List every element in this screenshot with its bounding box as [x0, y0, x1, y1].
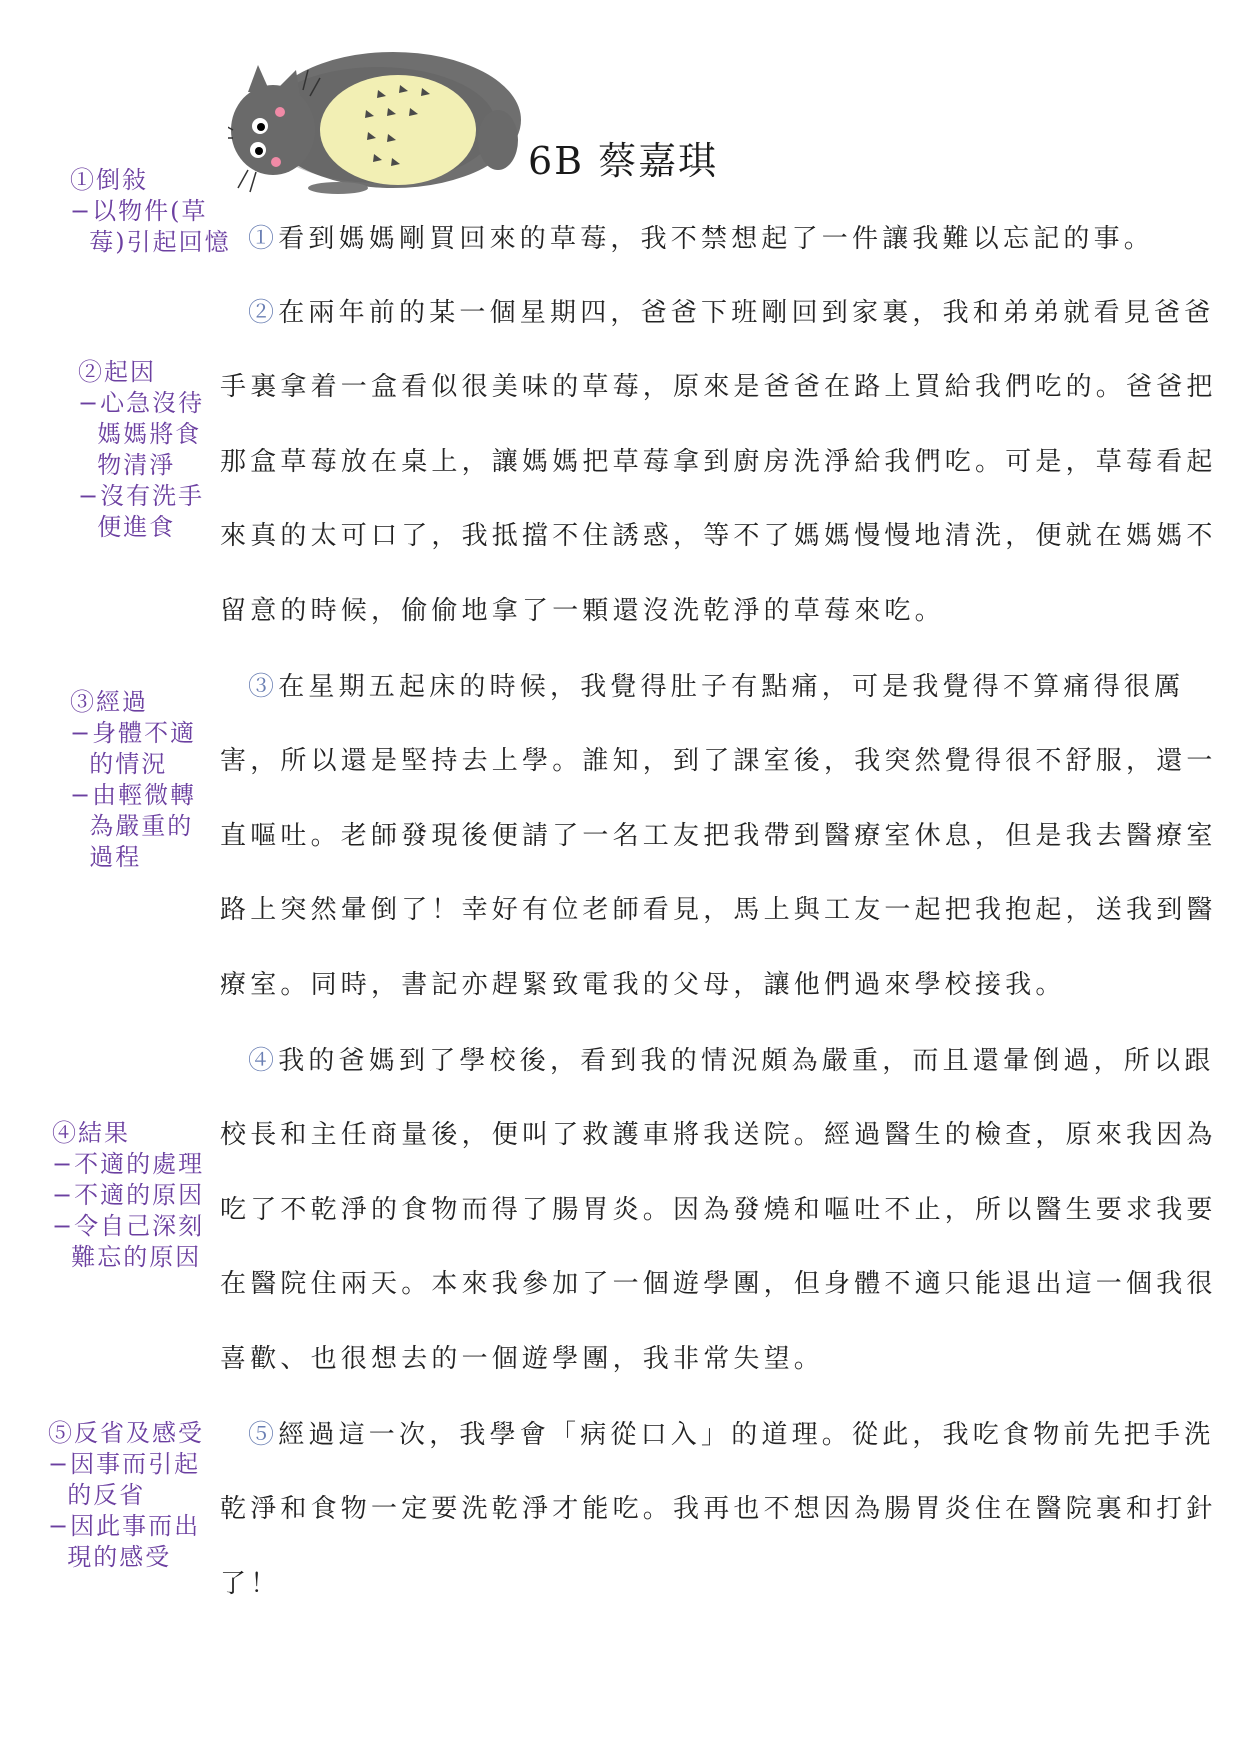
essay-line: 在醫院住兩天。本來我參加了一個遊學團，但身體不適只能退出這一個我很: [220, 1269, 1217, 1299]
note-line: 物清淨: [78, 451, 176, 479]
essay-line: 留意的時候，偷偷地拿了一顆還沒洗乾淨的草莓來吃。: [220, 596, 945, 626]
essay-line: ③在星期五起床的時候，我覺得肚子有點痛，可是我覺得不算痛得很厲: [248, 672, 1185, 702]
note-line: −由輕微轉: [70, 781, 197, 809]
note-line: 為嚴重的: [70, 812, 194, 840]
paragraph-marker: ④: [248, 1046, 279, 1076]
note-line: 的情況: [70, 750, 168, 778]
essay-line: 校長和主任商量後，便叫了救護車將我送院。經過醫生的檢查，原來我因為: [220, 1120, 1217, 1150]
note-line: 媽媽將食: [78, 420, 202, 448]
totoro-illustration: [228, 30, 528, 200]
essay-line: ⑤經過這一次，我學會「病從口入」的道理。從此，我吃食物前先把手洗: [248, 1420, 1215, 1450]
essay-line: 喜歡、也很想去的一個遊學團，我非常失望。: [220, 1344, 825, 1374]
margin-note-1: [70, 165, 231, 258]
note-line: 莓)引起回憶: [70, 228, 231, 256]
essay-line: 乾淨和食物一定要洗乾淨才能吃。我再也不想因為腸胃炎住在醫院裏和打針: [220, 1494, 1217, 1524]
note-line: 便進食: [78, 513, 176, 541]
note-line: −以物件(草: [70, 197, 208, 225]
note-line: −身體不適: [70, 719, 197, 747]
essay-line: 直嘔吐。老師發現後便請了一名工友把我帶到醫療室休息，但是我去醫療室: [220, 821, 1217, 851]
essay-line: 那盒草莓放在桌上，讓媽媽把草莓拿到廚房洗淨給我們吃。可是，草莓看起: [220, 447, 1217, 477]
note-line: 的反省: [48, 1481, 146, 1509]
essay-line: 來真的太可口了，我抵擋不住誘惑，等不了媽媽慢慢地清洗，便就在媽媽不: [220, 521, 1217, 551]
note-line: 過程: [70, 843, 142, 871]
note-line: ④結果: [52, 1119, 130, 1147]
margin-note-2: [78, 357, 204, 543]
note-line: 現的感受: [48, 1543, 172, 1571]
essay-line: 路上突然暈倒了！幸好有位老師看見，馬上與工友一起把我抱起，送我到醫: [220, 895, 1217, 925]
note-line: ①倒敍: [70, 166, 148, 194]
note-line: −因此事而出: [48, 1512, 201, 1540]
essay-line: 療室。同時，書記亦趕緊致電我的父母，讓他們過來學校接我。: [220, 970, 1066, 1000]
essay-line: ④我的爸媽到了學校後，看到我的情況頗為嚴重，而且還暈倒過，所以跟: [248, 1046, 1215, 1076]
paragraph-marker: ①: [248, 224, 279, 254]
paragraph-marker: ⑤: [248, 1420, 279, 1450]
essay-line: 害，所以還是堅持去上學。誰知，到了課室後，我突然覺得很不舒服，還一: [220, 746, 1217, 776]
note-line: −沒有洗手: [78, 482, 205, 510]
note-line: −心急沒待: [78, 389, 205, 417]
note-line: ③經過: [70, 688, 148, 716]
essay-line: 吃了不乾淨的食物而得了腸胃炎。因為發燒和嘔吐不止，所以醫生要求我要: [220, 1195, 1217, 1225]
note-line: ⑤反省及感受: [48, 1419, 204, 1447]
essay-line: 了！: [220, 1569, 281, 1599]
margin-note-5: [48, 1418, 204, 1573]
note-line: −不適的處理: [52, 1150, 205, 1178]
note-line: −因事而引起: [48, 1450, 201, 1478]
essay-line: ②在兩年前的某一個星期四，爸爸下班剛回到家裏，我和弟弟就看見爸爸: [248, 298, 1215, 328]
essay-line: ①看到媽媽剛買回來的草莓，我不禁想起了一件讓我難以忘記的事。: [248, 224, 1155, 254]
note-line: 難忘的原因: [52, 1243, 202, 1271]
paragraph-marker: ③: [248, 672, 279, 702]
essay-line: 手裏拿着一盒看似很美味的草莓，原來是爸爸在路上買給我們吃的。爸爸把: [220, 372, 1217, 402]
margin-note-4: [52, 1118, 204, 1273]
note-line: −不適的原因: [52, 1181, 205, 1209]
paragraph-marker: ②: [248, 298, 279, 328]
note-line: ②起因: [78, 358, 156, 386]
note-line: −令自己深刻: [52, 1212, 205, 1240]
author-name: 6B 蔡嘉琪: [528, 139, 719, 183]
margin-note-3: [70, 687, 196, 873]
